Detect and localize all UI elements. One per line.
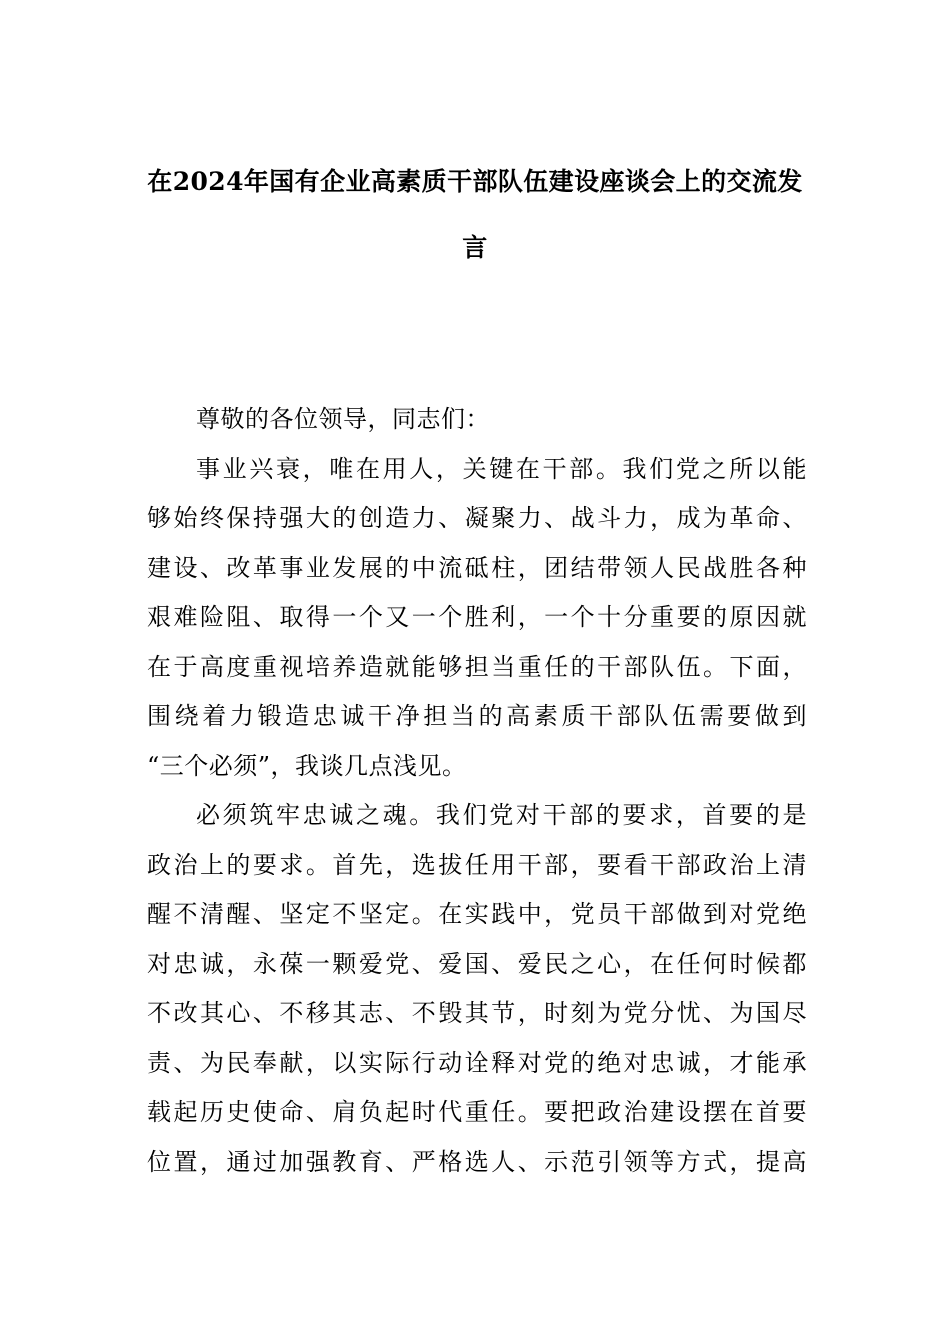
- paragraph-line: 醒不清醒、坚定不坚定。在实践中，党员干部做到对党绝: [147, 900, 807, 928]
- paragraph-line: 责、为民奉献，以实际行动诠释对党的绝对忠诚，才能承: [147, 1048, 807, 1077]
- paragraph-line: 在于高度重视培养造就能够担当重任的干部队伍。下面，: [147, 652, 807, 681]
- paragraph-line: 够始终保持强大的创造力、凝聚力、战斗力，成为革命、: [147, 504, 807, 532]
- document-body: [147, 395, 807, 1187]
- paragraph-line: 建设、改革事业发展的中流砥柱，团结带领人民战胜各种: [147, 553, 807, 582]
- paragraph-line: 事业兴衰，唯在用人，关键在干部。我们党之所以能: [196, 454, 807, 483]
- paragraph-line: 必须筑牢忠诚之魂。我们党对干部的要求，首要的是: [196, 801, 807, 829]
- document-title-line-1: 在2024年国有企业高素质干部队伍建设座谈会上的交流发: [147, 167, 803, 196]
- paragraph-line: 艰难险阻、取得一个又一个胜利，一个十分重要的原因就: [147, 603, 807, 631]
- paragraph-line: 位置，通过加强教育、严格选人、示范引领等方式，提高: [147, 1147, 807, 1176]
- document-title-line-2: 言: [462, 233, 488, 262]
- paragraph-line: “三个必须”，我谈几点浅见。: [147, 751, 467, 780]
- greeting: 尊敬的各位领导，同志们：: [196, 405, 490, 433]
- paragraph-line: 围绕着力锻造忠诚干净担当的高素质干部队伍需要做到: [147, 702, 807, 730]
- paragraph-line: 对忠诚，永葆一颗爱党、爱国、爱民之心，在任何时候都: [147, 949, 807, 978]
- paragraph-line: 不改其心、不移其志、不毁其节，时刻为党分忧、为国尽: [147, 999, 807, 1027]
- paragraph-2: [147, 791, 807, 1187]
- paragraph-1: [147, 445, 807, 792]
- paragraph-line: 政治上的要求。首先，选拔任用干部，要看干部政治上清: [147, 850, 807, 879]
- paragraph-line: 载起历史使命、肩负起时代重任。要把政治建设摆在首要: [147, 1098, 807, 1126]
